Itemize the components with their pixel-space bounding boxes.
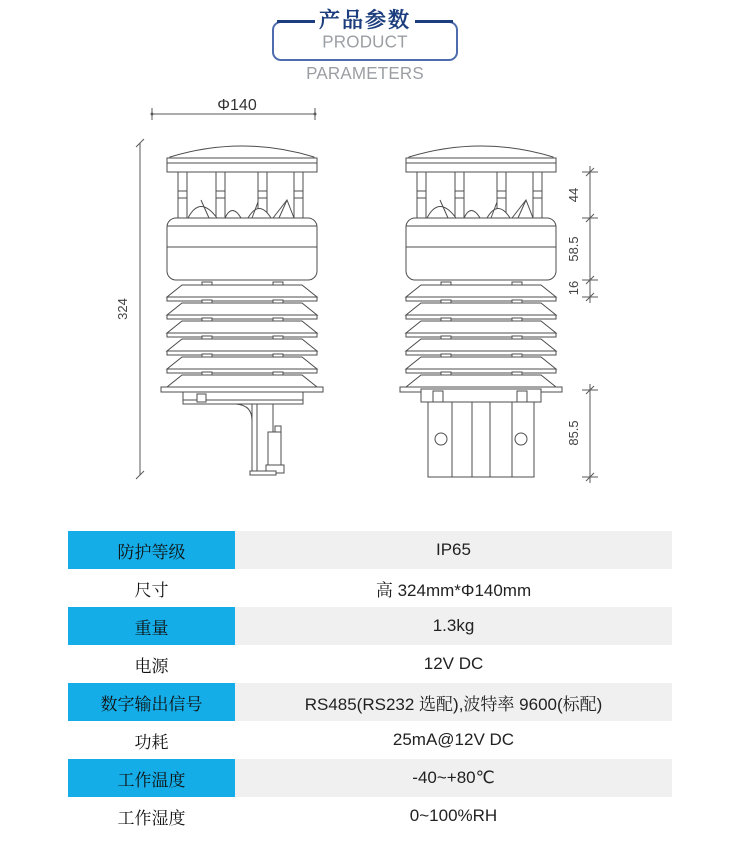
table-row [68, 531, 672, 569]
spec-label: 电源 [68, 645, 235, 683]
table-row [68, 683, 672, 721]
dim-diameter [151, 97, 317, 120]
dim-gap-height [566, 280, 598, 303]
dim-diameter-label: Φ140 [217, 97, 257, 114]
spec-label: 工作湿度 [68, 797, 235, 835]
spec-label: 重量 [68, 607, 235, 645]
dim-gap-height-label: 16 [566, 280, 581, 296]
dim-base-height-label: 85.5 [566, 420, 581, 446]
side-view-drawing [400, 146, 562, 477]
spec-value: 0~100%RH [235, 797, 672, 835]
table-row [68, 569, 672, 607]
spec-value: -40~+80℃ [235, 759, 672, 797]
dim-body-height-label: 58.5 [566, 236, 581, 262]
spec-label: 数字输出信号 [68, 683, 235, 721]
spec-value: IP65 [235, 531, 672, 569]
dim-head-height [566, 166, 598, 224]
drawings-svg [0, 85, 730, 530]
page-title: 产品参数 [315, 8, 415, 34]
dim-total-height-label: 324 [115, 298, 130, 320]
dim-head-height-label: 44 [566, 187, 581, 203]
table-row [68, 645, 672, 683]
page-subtitle: PRODUCT PARAMETERS [306, 31, 424, 84]
table-row [68, 759, 672, 797]
spec-value: 12V DC [235, 645, 672, 683]
spec-label: 工作温度 [68, 759, 235, 797]
table-row [68, 607, 672, 645]
technical-drawings [0, 85, 730, 530]
front-view-drawing [161, 146, 323, 475]
dim-total-height [115, 139, 144, 479]
spec-value: RS485(RS232 选配),波特率 9600(标配) [235, 683, 672, 721]
header [0, 0, 730, 85]
spec-value: 高 324mm*Φ140mm [235, 569, 672, 607]
spec-value: 25mA@12V DC [235, 721, 672, 759]
spec-label: 功耗 [68, 721, 235, 759]
dim-base-height [566, 384, 598, 483]
table-row [68, 721, 672, 759]
spec-table [68, 531, 672, 835]
spec-label: 尺寸 [68, 569, 235, 607]
spec-label: 防护等级 [68, 531, 235, 569]
spec-value: 1.3kg [235, 607, 672, 645]
table-row [68, 797, 672, 835]
dim-body-height [566, 218, 598, 284]
header-box [272, 9, 458, 84]
